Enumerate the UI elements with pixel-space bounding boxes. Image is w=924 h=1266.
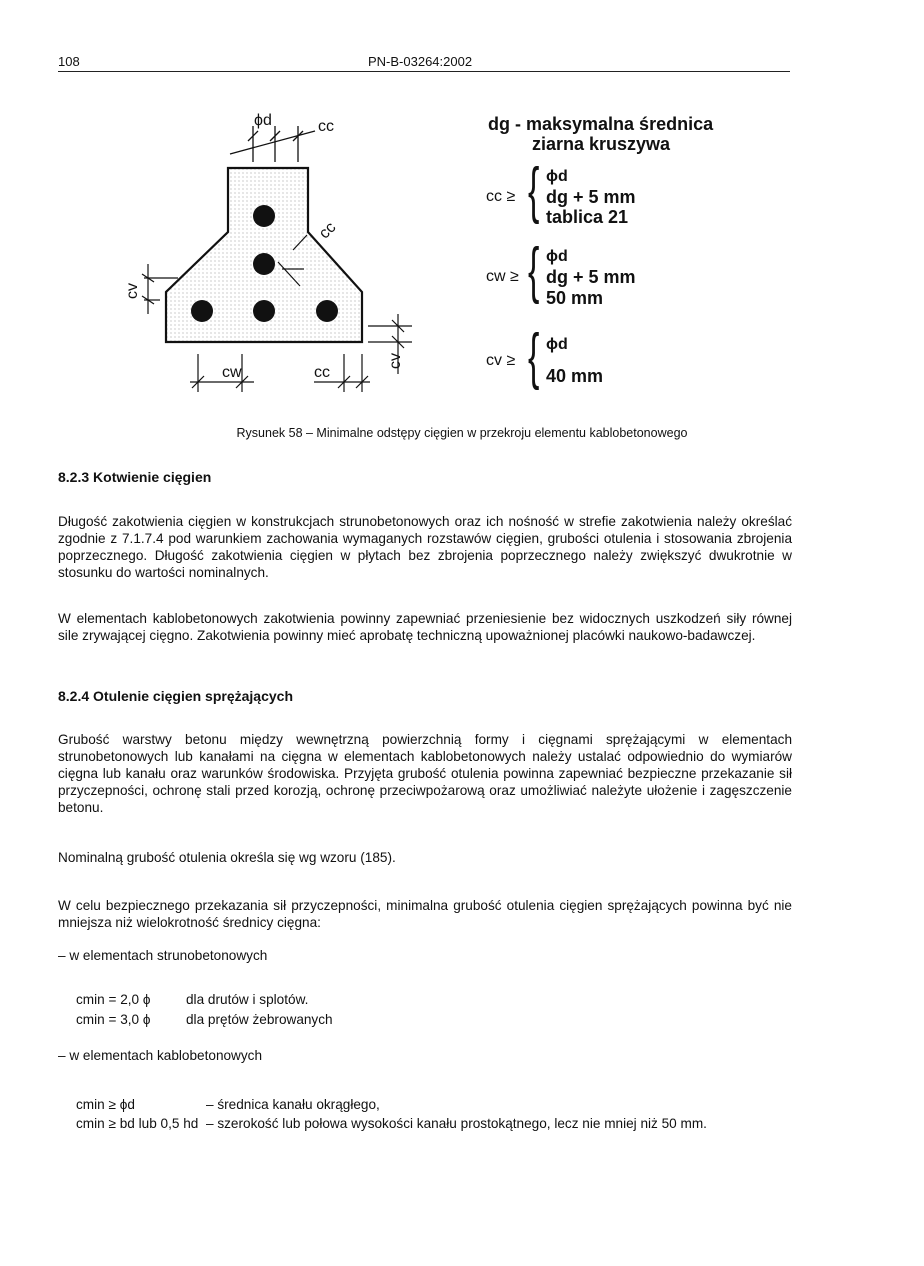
paragraph: W elementach kablobetonowych zakotwienia powinny zapewniać przeniesienie bez widocznych uszkodzeń siły równej sile zrywającej cięgno. Zakotwienia powinny mieć aprobatę techniczną upoważnionej placówki naukowo-badawczej. — [58, 611, 792, 643]
bottom-dimensions — [190, 354, 370, 392]
definition-line1: dg - maksymalna średnica — [488, 114, 714, 134]
paragraph: W celu bezpiecznego przekazania sił przyczepności, minimalna grubość otulenia cięgien sprężających powinna być nie mniejsza niż wielokrotność średnicy cięgna: — [58, 898, 792, 930]
formula-desc: – szerokość lub połowa wysokości kanału prostokątnego, lecz nie mniej niż 50 mm. — [206, 1116, 707, 1131]
tendon-dot — [253, 205, 275, 227]
label-cv-right: cv — [387, 353, 404, 369]
formula-desc: dla prętów żebrowanych — [186, 1012, 333, 1027]
cw-option: ϕd — [546, 248, 568, 265]
standard-code: PN-B-03264:2002 — [368, 54, 473, 69]
cc-condition-lhs: cc ≥ — [486, 188, 516, 205]
cw-option: 50 mm — [546, 288, 604, 308]
tendon-dot — [316, 300, 338, 322]
cv-option: ϕd — [546, 336, 568, 353]
cv-condition-lhs: cv ≥ — [486, 352, 516, 369]
list-item: – w elementach kablobetonowych — [58, 1048, 263, 1063]
top-dimension — [230, 126, 315, 162]
cw-option: dg + 5 mm — [546, 267, 636, 287]
definition-line2: ziarna kruszywa — [532, 134, 671, 154]
label-phi-d: ϕd — [254, 112, 272, 129]
label-cc-top: cc — [318, 118, 334, 135]
label-cc-bottom: cc — [314, 364, 330, 381]
brace-icon: { — [528, 322, 540, 391]
paragraph: Nominalną grubość otulenia określa się wg wzoru (185). — [58, 850, 396, 865]
section-heading-824: 8.2.4 Otulenie cięgien sprężających — [58, 688, 293, 704]
cw-condition-lhs: cw ≥ — [486, 268, 519, 285]
cc-option: ϕd — [546, 168, 568, 185]
paragraph: Grubość warstwy betonu między wewnętrzną powierzchnią formy i cięgnami sprężającymi w elementach strunobetonowych lub kanałami na cięgna w elementach kablobetonowych należy ustalać odpowiednio do wymiarów cięgna lub kanału oraz warunków środowiska. Przyjęta grubość otulenia powinna zapewniać bezpieczne przekazanie sił przyczepności, ochronę stali przed korozją, ochronę przeciwpożarową oraz umożliwiać należyte ułożenie i zagęszczenie betonu. — [58, 732, 792, 815]
cv-option: 40 mm — [546, 366, 604, 386]
cc-option: tablica 21 — [546, 207, 629, 227]
header-rule — [58, 71, 790, 72]
paragraph: Długość zakotwienia cięgien w konstrukcjach strunobetonowych oraz ich nośność w strefie zakotwienia należy określać zgodnie z 7.1.7.4 pod warunkiem zachowania wymaganych rozstawów cięgien, grubości otulenia i stosowania zbrojenia poprzecznego. Długość zakotwienia cięgien w płytach bez zbrojenia poprzecznego należy zwiększyć dwukrotnie w stosunku do wartości nominalnych. — [58, 514, 792, 580]
formula-lhs: cmin = 2,0 ϕ — [76, 992, 151, 1007]
figure-caption: Rysunek 58 – Minimalne odstępy cięgien w przekroju elementu kablobetonowego — [236, 426, 688, 440]
tendon-dot — [253, 300, 275, 322]
formula-desc: – średnica kanału okrągłego, — [206, 1097, 380, 1112]
section-heading-823: 8.2.3 Kotwienie cięgien — [58, 469, 212, 485]
label-cw-bottom: cw — [222, 364, 242, 381]
formula-lhs: cmin ≥ bd lub 0,5 hd — [76, 1116, 199, 1131]
tendon-dot — [191, 300, 213, 322]
label-cv-left: cv — [124, 283, 141, 299]
cc-option: dg + 5 mm — [546, 187, 636, 207]
label-cc-diagonal: cc — [315, 218, 340, 243]
list-item: – w elementach strunobetonowych — [58, 948, 268, 963]
formula-lhs: cmin = 3,0 ϕ — [76, 1012, 151, 1027]
brace-icon: { — [528, 236, 540, 305]
brace-icon: { — [528, 156, 540, 225]
tendon-dot — [253, 253, 275, 275]
formula-desc: dla drutów i splotów. — [186, 992, 309, 1007]
page-number: 108 — [58, 54, 80, 69]
formula-lhs: cmin ≥ ϕd — [76, 1097, 135, 1112]
